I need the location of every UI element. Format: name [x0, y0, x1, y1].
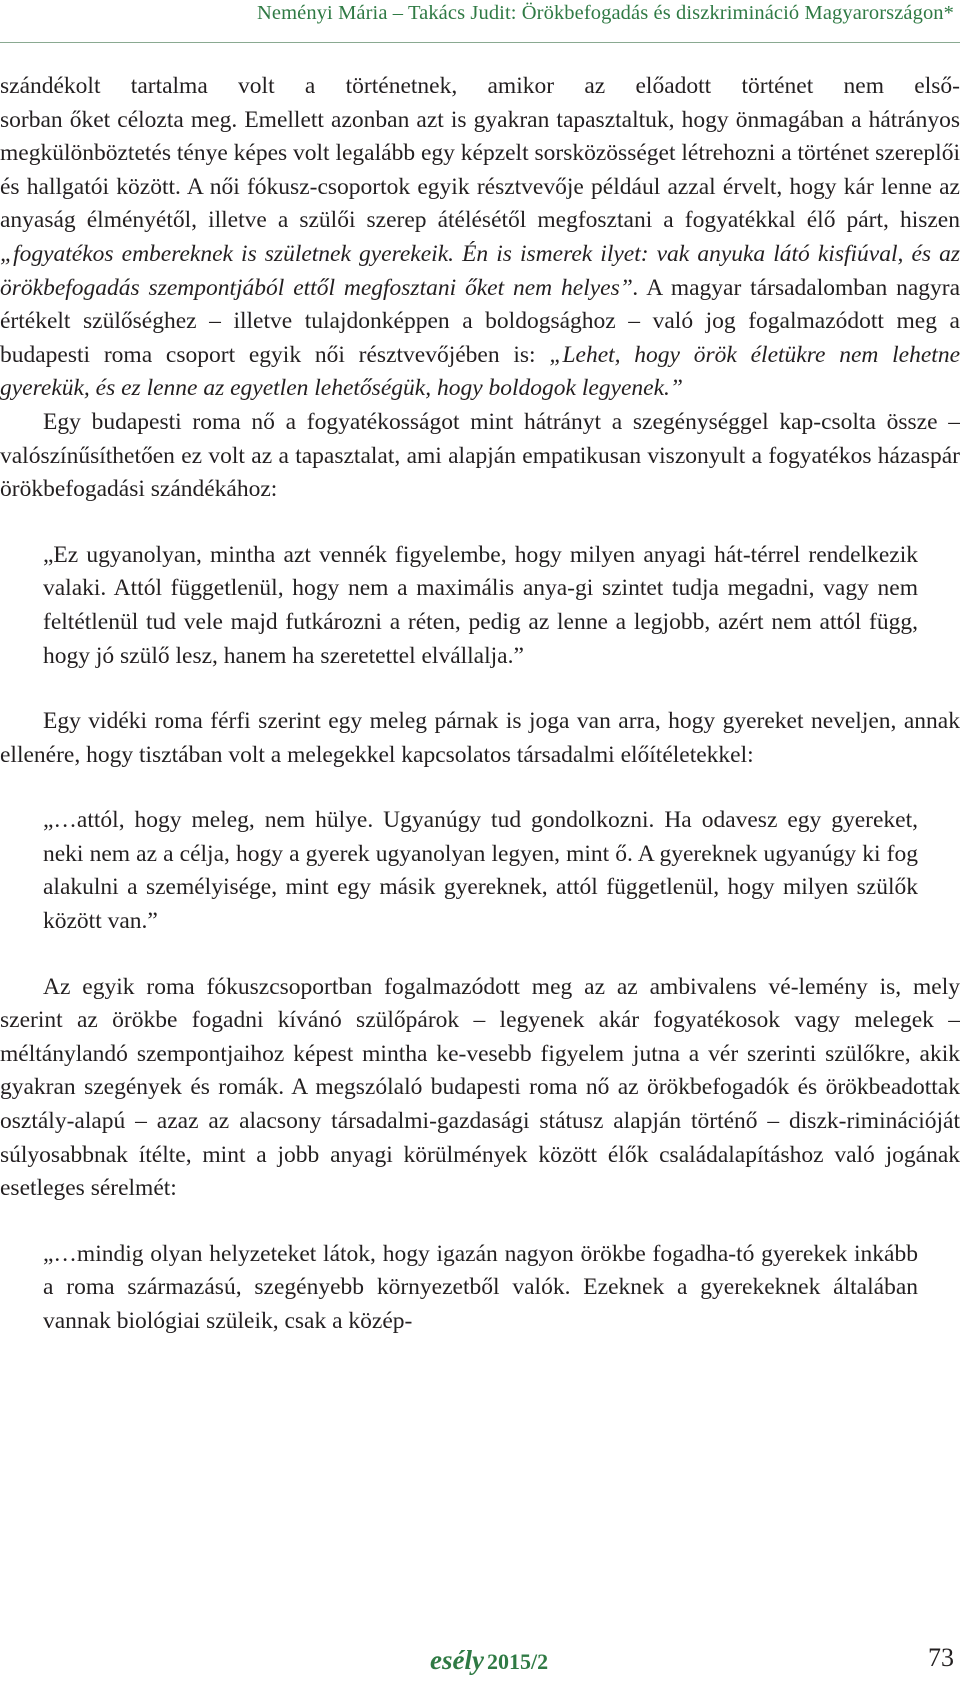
- paragraph-1-quote-2: „Lehet, hogy örök életükre nem lehetne gyerekük, és ez lenne az egyetlen lehetőségük, hogy boldogok legyenek.”: [0, 341, 960, 402]
- block-quote-3: „…mindig olyan helyzeteket látok, hogy igazán nagyon örökbe fogadha-tó gyerekek inkább a roma származású, szegényebb környezetből valók. Ezeknek a gyerekeknek általában vannak biológiai szüleik, csak a közép-: [43, 1240, 918, 1334]
- journal-footer: [430, 1645, 548, 1676]
- block-quote-2: „…attól, hogy meleg, nem hülye. Ugyanúgy tud gondolkozni. Ha odavesz egy gyereket, neki nem az a célja, hogy a gyerek ugyanolyan legyen, mint ő. A gyereknek ugyanúgy ki fog alakulni a személyisége, mint egy másik gyereknek, attól függetlenül, hogy milyen szülők között van.”: [43, 807, 918, 935]
- journal-issue: 2015/2: [486, 1649, 549, 1674]
- paragraph-1-first-line: szándékolt tartalma volt a történetnek, amikor az előadott történet nem első-: [0, 73, 960, 99]
- paragraph-1: [0, 70, 960, 406]
- paragraph-4: Az egyik roma fókuszcsoportban fogalmazódott meg az az ambivalens vé-lemény is, mely szerint az örökbe fogadni kívánó szülőpárok – legyenek akár fogyatékosok vagy melegek – méltánylandó szempontjaihoz képest mintha ke-vesebb figyelem jutna a vér szerinti szülőkre, akik gyakran szegények és romák. A megszólaló budapesti roma nő az örökbefogadók és örökbeadottak osztály-alapú – azaz az alacsony társadalmi-gazdasági státusz alapján történő – diszk-riminációját súlyosabbnak ítélte, mint a jobb anyagi körülmények között élők családalapításhoz való jogának esetleges sérelmét:: [0, 973, 960, 1202]
- paragraph-1-text: sorban őket célozta meg. Emellett azonban azt is gyakran tapasztaltuk, hogy önmagában a hátrányos megkülönböztetés ténye képes volt legalább egy képzelt sorsközösséget létrehozni a történet szereplői és hallgatói között. A női fókusz-csoportok egyik résztvevője például azzal érvelt, hogy kár lenne az anyaság élményétől, illetve a szülői szerep átélésétől megfosztani a fogyatékkal élő párt, hiszen: [0, 106, 960, 234]
- running-header: Neményi Mária – Takács Judit: Örökbefogadás és diszkrimináció Magyarországon*: [257, 2, 954, 24]
- page-number: 73: [928, 1643, 954, 1672]
- block-quote-1: „Ez ugyanolyan, mintha azt vennék figyelembe, hogy milyen anyagi hát-térrel rendelkezik valaki. Attól függetlenül, hogy nem a maximális anya-gi szintet tudja megadni, vagy nem feltétlenül tud vele majd futkározni a réten, pedig az lenne a legjobb, azért nem attól függ, hogy jó szülő lesz, hanem ha szeretettel elvállalja.”: [43, 541, 918, 669]
- journal-name: esély: [430, 1645, 484, 1675]
- header-rule: [0, 42, 960, 43]
- paragraph-1-text-2: A magyar társadalomban nagyra értékelt szülőséghez – illetve tulajdonképpen a boldogsághoz – való jog fogalmazódott meg a budapesti roma csoport egyik női résztvevőjében is:: [0, 274, 960, 368]
- paragraph-3: Egy vidéki roma férfi szerint egy meleg párnak is joga van arra, hogy gyereket neveljen, annak ellenére, hogy tisztában volt a melegekkel kapcsolatos társadalmi előítéletekkel:: [0, 708, 960, 768]
- paragraph-1-quote-1: „fogyatékos embereknek is születnek gyerekeik. Én is ismerek ilyet: vak anyuka látó kisfiúval, és az örökbefogadás szempontjából ettől megfosztani őket nem helyes”.: [0, 240, 960, 301]
- article-body: [0, 70, 960, 1339]
- paragraph-2: Egy budapesti roma nő a fogyatékosságot mint hátrányt a szegénységgel kap-csolta össze – valószínűsíthetően ez volt az a tapasztalat, ami alapján empatikusan viszonyult a fogyatékos házaspár örökbefogadási szándékához:: [0, 408, 960, 503]
